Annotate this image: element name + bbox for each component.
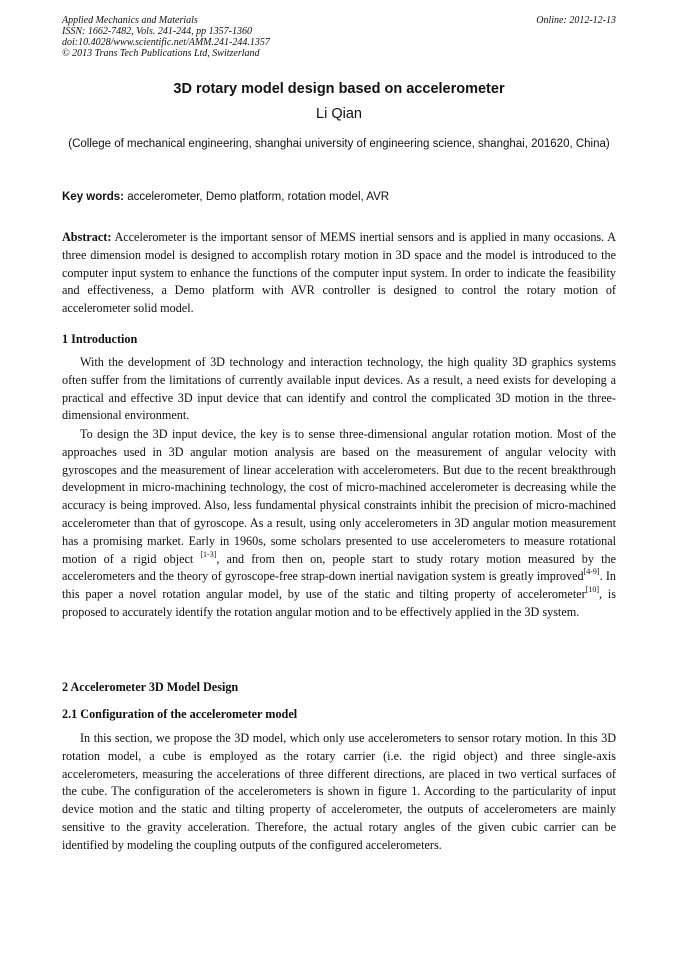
keywords-label: Key words: (62, 191, 124, 203)
intro-p2-part-a: To design the 3D input device, the key is to sense three-dimensional angular rotation motion. Most of the approaches used in 3D angular motion analysis are based on the measurement of angular velocity with gyroscopes and the measurement of linear acceleration with accelerometers. But due to the recent breakthrough development in micro-machining technology, the cost of micro-machined accelerometer is decreasing while the accuracy is being improved. Also, less fundamental physical constraints inhibit the precision of micro-machined accelerometer than that of gyroscope. As a result, using only accelerometers in 3D angular motion measurement has a promising market. Early in 1960s, some scholars presented to use accelerometers to measure rotational motion of a rigid object (62, 427, 616, 566)
section-1-heading: 1 Introduction (62, 332, 138, 346)
intro-paragraph-1: With the development of 3D technology and interaction technology, the high quality 3D graphics systems often suffer from the limitations of currently available input devices. As a result, a need exists for developing a practical and effective 3D input device that can identify and control the complicated 3D motion in the three-dimensional environment. (62, 355, 616, 423)
keywords-text: accelerometer, Demo platform, rotation model, AVR (127, 191, 390, 203)
intro-p2-part-c: . In this paper a novel rotation angular model, by use of the static and tilting property of accelerometer (62, 569, 616, 602)
copyright-line: © 2013 Trans Tech Publications Ltd, Switzerland (62, 48, 260, 59)
citation-1-3: [1-3] (200, 549, 217, 559)
keywords (62, 191, 616, 203)
section-2-heading: 2 Accelerometer 3D Model Design (62, 680, 239, 694)
journal-name: Applied Mechanics and Materials (62, 15, 198, 26)
section-2-1-heading: 2.1 Configuration of the accelerometer model (62, 707, 298, 721)
paper-title: 3D rotary model design based on accelerometer (173, 81, 505, 97)
intro-p2-part-d: , is proposed to accurately identify the rotation angular motion and to be effectively applied in the 3D system. (62, 587, 616, 619)
online-date: Online: 2012-12-13 (536, 15, 616, 26)
issn-line: ISSN: 1662-7482, Vols. 241-244, pp 1357-1360 (62, 26, 252, 37)
citation-10: [10] (585, 585, 599, 595)
citation-4-9: [4-9] (583, 567, 600, 577)
intro-p2-part-b: , and from then on, people start to study rotary motion measured by the accelerometers and the theory of gyroscope-free strap-down inertial navigation system is greatly improved (62, 551, 616, 584)
journal-header (62, 15, 616, 59)
doi-line: doi:10.4028/www.scientific.net/AMM.241-244.1357 (62, 37, 270, 48)
abstract (62, 229, 616, 318)
section-2-1-paragraph: In this section, we propose the 3D model, which only use accelerometers to sensor rotary motion. In this 3D rotation model, a cube is employed as the rotary carrier (i.e. the rigid object) and three single-axis accelerometers, measuring the accelerations of three different directions, are placed in two vertical surfaces of the cube. The configuration of the accelerometers is shown in figure 1. According to the particularity of input device motion and the static and tilting property of accelerometer, the outputs of accelerometers are mainly sensitive to the gravity acceleration. Therefore, the actual rotary angles of the given cubic carrier can be identified by modeling the coupling outputs of the configured accelerometers. (62, 731, 616, 852)
abstract-text: Accelerometer is the important sensor of MEMS inertial sensors and is applied in many occasions. A three dimension model is designed to accomplish rotary motion in 3D space and the model is introduced to the computer input system to enhance the functions of the computer input system. In order to indicate the feasibility and effectiveness, a Demo platform with AVR controller is designed to control the rotary motion of accelerometer solid model. (62, 230, 617, 316)
affiliation: (College of mechanical engineering, shanghai university of engineering science, shanghai, 201620, China) (68, 138, 610, 150)
author-name: Li Qian (316, 106, 362, 122)
abstract-label: Abstract: (62, 230, 112, 244)
intro-paragraph-2 (62, 426, 616, 622)
